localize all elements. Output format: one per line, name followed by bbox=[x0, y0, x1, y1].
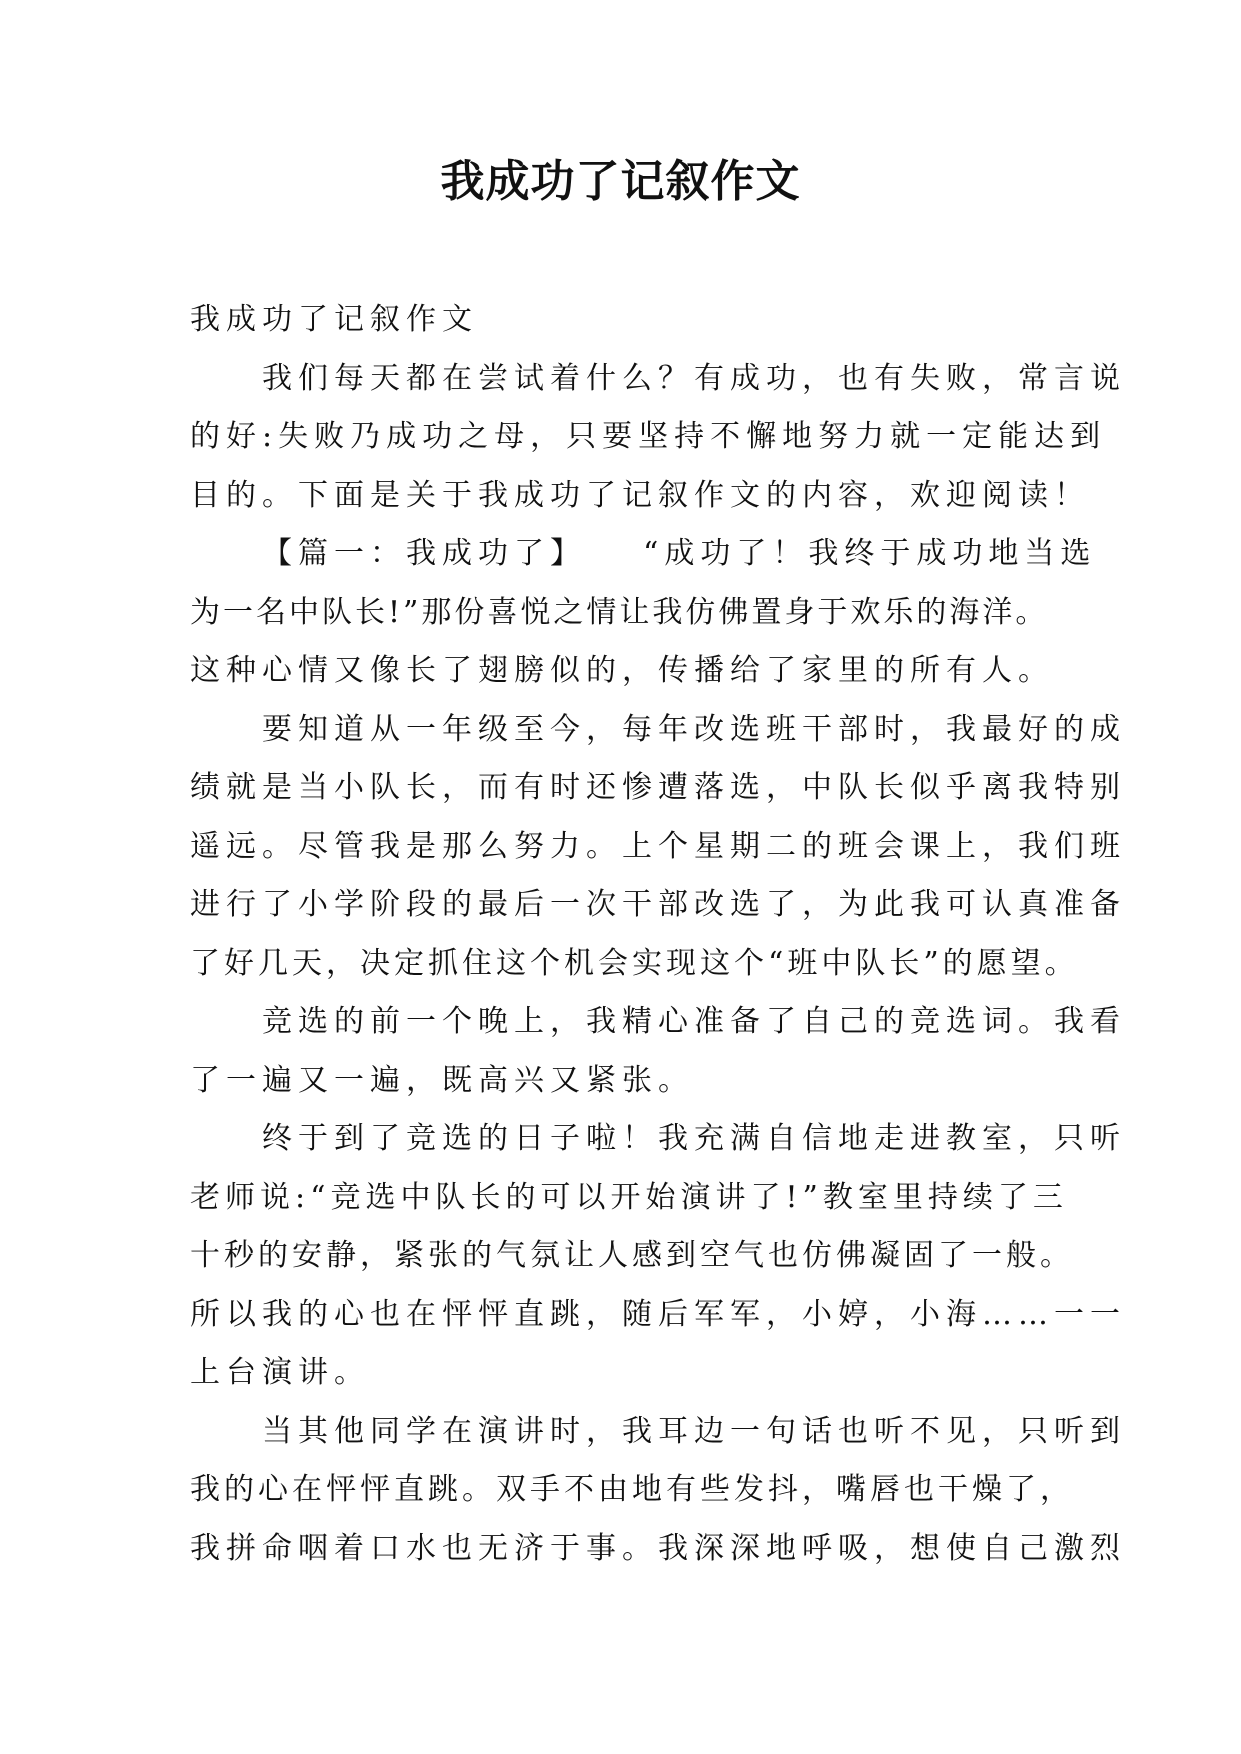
paragraph-line: 上台演讲。 bbox=[190, 1355, 370, 1390]
paragraph-background bbox=[190, 701, 1126, 994]
paragraph-line: 的好:失败乃成功之母，只要坚持不懈地努力就一定能达到 bbox=[190, 419, 1107, 454]
document-body bbox=[190, 291, 1126, 1578]
paragraph-line: 要知道从一年级至今，每年改选班干部时，我最好的成 bbox=[262, 711, 1126, 747]
paragraph-line: 进行了小学阶段的最后一次干部改选了，为此我可认真准备 bbox=[190, 887, 1126, 922]
paragraph-line: 了好几天，决定抓住这个机会实现这个“班中队长”的愿望。 bbox=[190, 945, 1079, 981]
paragraph-evening bbox=[190, 993, 1126, 1110]
paragraph-election-day bbox=[190, 1110, 1126, 1403]
paragraph-line: 这种心情又像长了翅膀似的，传播给了家里的所有人。 bbox=[190, 653, 1054, 688]
paragraph-line: 目的。下面是关于我成功了记叙作文的内容，欢迎阅读！ bbox=[190, 477, 1090, 513]
paragraph-line: 当其他同学在演讲时，我耳边一句话也听不见，只听到 bbox=[262, 1413, 1126, 1449]
paragraph-intro bbox=[190, 350, 1126, 526]
paragraph-line: 我的心在怦怦直跳。双手不由地有些发抖，嘴唇也干燥了， bbox=[190, 1472, 1074, 1507]
paragraph-line: 终于到了竞选的日子啦！我充满自信地走进教室，只听 bbox=[262, 1121, 1126, 1156]
paragraph-line: 我们每天都在尝试着什么？有成功，也有失败，常言说 bbox=[262, 360, 1126, 396]
paragraph-section-one bbox=[190, 525, 1097, 701]
paragraph-line: 我拼命咽着口水也无济于事。我深深地呼吸，想使自己激烈 bbox=[190, 1530, 1126, 1566]
paragraph-line: 竞选的前一个晚上，我精心准备了自己的竞选词。我看 bbox=[262, 1004, 1126, 1039]
paragraph-line: 遥远。尽管我是那么努力。上个星期二的班会课上，我们班 bbox=[190, 828, 1126, 864]
paragraph-nervous bbox=[190, 1403, 1126, 1579]
document-title: 我成功了记叙作文 bbox=[440, 156, 801, 207]
paragraph-line: 十秒的安静，紧张的气氛让人感到空气也仿佛凝固了一般。 bbox=[190, 1238, 1074, 1273]
document-subtitle: 我成功了记叙作文 bbox=[190, 302, 478, 337]
paragraph-line: 所以我的心也在怦怦直跳，随后军军，小婷，小海……一一 bbox=[190, 1296, 1126, 1332]
paragraph-line: 绩就是当小队长，而有时还惨遭落选，中队长似乎离我特别 bbox=[190, 770, 1126, 805]
paragraph-line: 为一名中队长!”那份喜悦之情让我仿佛置身于欢乐的海洋。 bbox=[190, 594, 1049, 630]
paragraph-line: 【篇一：我成功了】 “成功了！我终于成功地当选 bbox=[262, 536, 1097, 571]
paragraph-line: 了一遍又一遍，既高兴又紧张。 bbox=[190, 1062, 694, 1098]
paragraph-line: 老师说:“竞选中队长的可以开始演讲了!”教室里持续了三 bbox=[190, 1179, 1068, 1215]
